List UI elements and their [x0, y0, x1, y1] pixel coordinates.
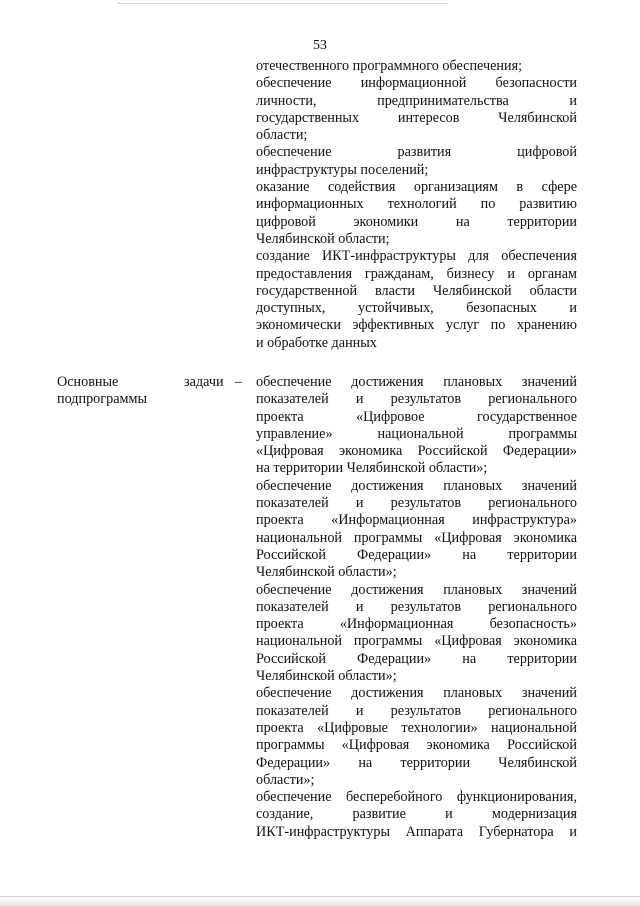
goals-text-block: [256, 58, 577, 352]
text-line: Российской Федерации» на территории: [256, 650, 577, 667]
text-line: управление» национальной программы: [256, 425, 577, 442]
text-line: показателей и результатов регионального: [256, 702, 577, 719]
text-line: предоставления гражданам, бизнесу и органам: [256, 265, 577, 282]
text-line: проекта «Цифровые технологии» национальной: [256, 719, 577, 736]
text-line: инфраструктуры поселений;: [256, 161, 429, 178]
text-line: создание, развитие и модернизация: [256, 806, 577, 823]
tasks-label: [57, 374, 252, 409]
text-line: ИКТ-инфраструктуры Аппарата Губернатора и: [256, 823, 577, 840]
text-line: государственных интересов Челябинской: [256, 109, 577, 126]
text-line: личности, предпринимательства и: [256, 92, 577, 109]
text-line: на территории Челябинской области»;: [256, 460, 488, 477]
tasks-label-line-1: [57, 374, 252, 391]
text-line: национальной программы «Цифровая экономика: [256, 529, 577, 546]
text-line: отечественного программного обеспечения;: [256, 58, 523, 74]
text-line: проекта «Цифровое государственное: [256, 408, 577, 425]
text-line: показателей и результатов регионального: [256, 391, 577, 408]
text-line: Российской Федерации» на территории: [256, 546, 577, 563]
text-line: проекта «Информационная инфраструктура»: [256, 512, 577, 529]
text-line: и обработке данных: [256, 334, 377, 351]
text-line: экономически эффективных услуг по хранению: [256, 317, 577, 334]
tasks-label-word-main: Основные: [57, 374, 119, 390]
page-number: 53: [313, 38, 327, 53]
text-line: области;: [256, 127, 308, 144]
text-line: оказание содействия организациям в сфере: [256, 179, 577, 196]
tasks-label-word-subprogram: подпрограммы: [57, 391, 147, 408]
text-line: обеспечение достижения плановых значений: [256, 477, 577, 494]
text-line: государственной власти Челябинской области: [256, 282, 577, 299]
text-line: цифровой экономики на территории: [256, 213, 577, 230]
tasks-label-word-tasks: задачи: [184, 374, 224, 390]
text-line: информационных технологий по развитию: [256, 196, 577, 213]
text-line: области»;: [256, 771, 315, 788]
text-line: Челябинской области»;: [256, 564, 397, 581]
text-line: Челябинской области;: [256, 230, 390, 247]
text-line: «Цифровая экономика Российской Федерации»: [256, 443, 577, 460]
text-line: обеспечение достижения плановых значений: [256, 581, 577, 598]
text-line: обеспечение информационной безопасности: [256, 75, 577, 92]
tasks-text-block: [256, 374, 577, 841]
text-line: показателей и результатов регионального: [256, 495, 577, 512]
text-line: обеспечение достижения плановых значений: [256, 685, 577, 702]
text-line: обеспечение развития цифровой: [256, 144, 577, 161]
text-line: обеспечение достижения плановых значений: [256, 374, 577, 390]
scan-artifact-top: [118, 3, 448, 8]
text-line: Федерации» на территории Челябинской: [256, 754, 577, 771]
text-line: обеспечение бесперебойного функционирования,: [256, 789, 577, 806]
text-line: доступных, устойчивых, безопасных и: [256, 300, 577, 317]
text-line: программы «Цифровая экономика Российской: [256, 737, 577, 754]
text-line: Челябинской области»;: [256, 668, 397, 685]
text-line: проекта «Информационная безопасность»: [256, 616, 577, 633]
tasks-label-dash: –: [235, 374, 243, 390]
text-line: национальной программы «Цифровая экономика: [256, 633, 577, 650]
text-line: создание ИКТ-инфраструктуры для обеспечения: [256, 248, 577, 265]
tasks-label-line-2: [57, 391, 252, 408]
text-line: показателей и результатов регионального: [256, 598, 577, 615]
